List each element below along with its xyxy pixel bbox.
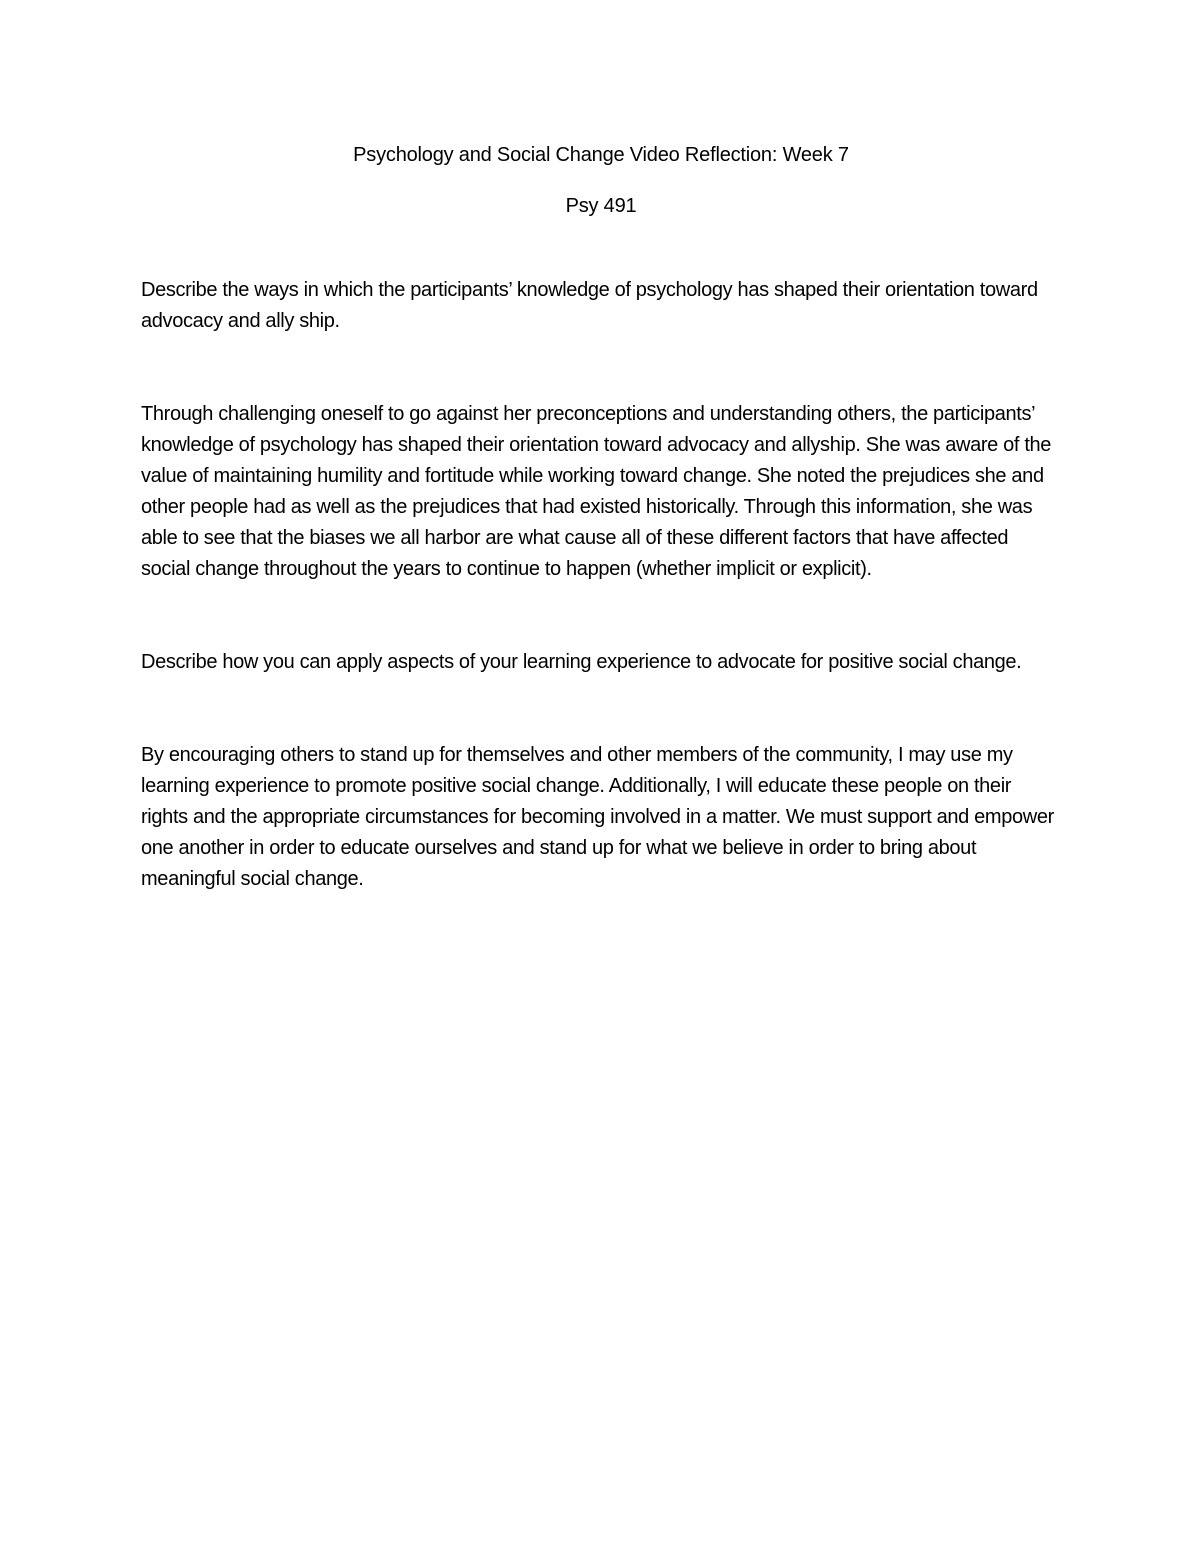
question-2: Describe how you can apply aspects of your learning experience to advocate for positive social change. [141,651,1022,673]
document-body [141,140,1061,895]
answer-1: Through challenging oneself to go against her preconceptions and understanding others, the participants’ knowledge of psychology has shaped their orientation toward advocacy and allyship. She was aware of the value of maintaining humility and fortitude while working toward change. She noted the prejudices she and other people had as well as the prejudices that had existed historically. Through this information, she was able to see that the biases we all harbor are what cause all of these different factors that have affected social change throughout the years to continue to happen (whether implicit or explicit). [141,403,1052,580]
course-code: Psy 491 [565,195,637,217]
document-title: Psychology and Social Change Video Reflection: Week 7 [353,144,849,166]
answer-2: By encouraging others to stand up for themselves and other members of the community, I may use my learning experience to promote positive social change. Additionally, I will educate these people on their rights and the appropriate circumstances for becoming involved in a matter. We must support and empower one another in order to educate ourselves and stand up for what we believe in order to bring about meaningful social change. [141,744,1054,890]
question-1: Describe the ways in which the participants’ knowledge of psychology has shaped their orientation toward advocacy and ally ship. [141,279,1038,332]
